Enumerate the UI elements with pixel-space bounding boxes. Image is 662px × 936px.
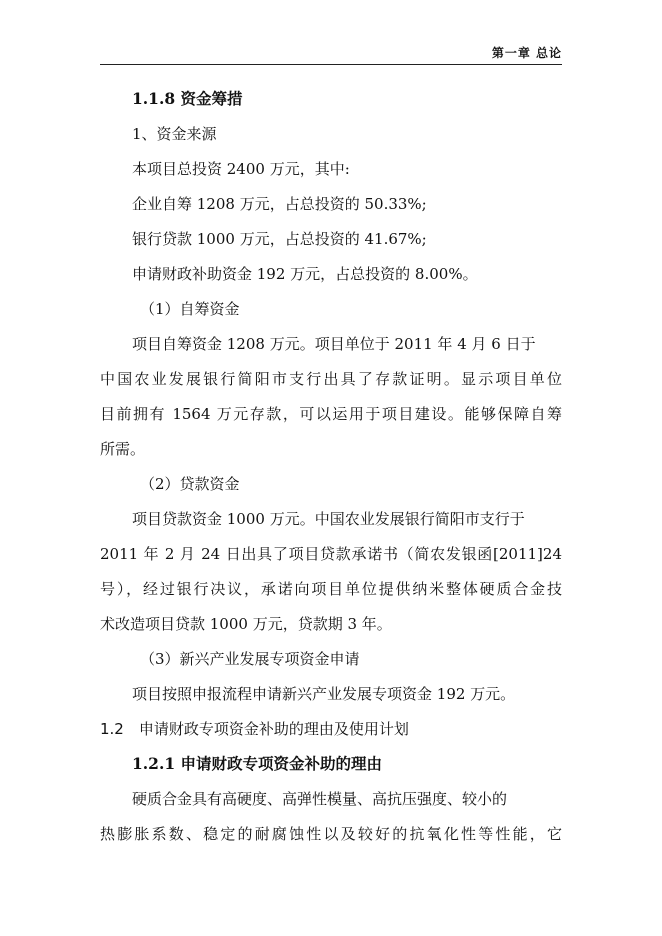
subheading-loan-funds: （2）贷款资金	[140, 475, 240, 493]
section-heading-1-1-8: 1.1.8 资金筹措	[132, 89, 243, 108]
subheading-self-funds: （1）自筹资金	[140, 300, 240, 318]
section-heading-1-2-1: 1.2.1 申请财政专项资金补助的理由	[132, 754, 383, 773]
paragraph-line: 中国农业发展银行简阳市支行出具了存款证明。显示项目单位	[100, 370, 562, 388]
page-header	[100, 44, 562, 65]
chapter-label: 第一章 总论	[491, 46, 562, 60]
paragraph-line: 申请财政补助资金 192 万元，占总投资的 8.00%。	[132, 265, 478, 283]
section-heading-1-2: 1.2 申请财政专项资金补助的理由及使用计划	[100, 720, 409, 738]
paragraph-line: 本项目总投资 2400 万元，其中:	[132, 160, 350, 178]
paragraph-line: 号），经过银行决议，承诺向项目单位提供纳米整体硬质合金技	[100, 580, 562, 598]
paragraph-line: 术改造项目贷款 1000 万元，贷款期 3 年。	[100, 615, 392, 633]
paragraph-line: 企业自筹 1208 万元，占总投资的 50.33%;	[132, 195, 427, 213]
paragraph-line: 热膨胀系数、稳定的耐腐蚀性以及较好的抗氧化性等性能，它	[100, 825, 562, 843]
paragraph-line: 目前拥有 1564 万元存款，可以运用于项目建设。能够保障自筹	[100, 405, 562, 423]
paragraph-line: 项目自筹资金 1208 万元。项目单位于 2011 年 4 月 6 日于	[132, 335, 536, 353]
paragraph-line: 银行贷款 1000 万元，占总投资的 41.67%;	[132, 230, 427, 248]
paragraph-line: 项目贷款资金 1000 万元。中国农业发展银行简阳市支行于	[132, 510, 525, 528]
item-funding-source: 1、资金来源	[132, 125, 217, 143]
paragraph-line: 所需。	[100, 440, 146, 458]
paragraph-line: 项目按照申报流程申请新兴产业发展专项资金 192 万元。	[132, 685, 516, 703]
paragraph-line: 硬质合金具有高硬度、高弹性模量、高抗压强度、较小的	[132, 790, 508, 808]
paragraph-line: 2011 年 2 月 24 日出具了项目贷款承诺书（简农发银函[2011]24	[100, 545, 562, 563]
subheading-special-funds: （3）新兴产业发展专项资金申请	[140, 650, 360, 668]
